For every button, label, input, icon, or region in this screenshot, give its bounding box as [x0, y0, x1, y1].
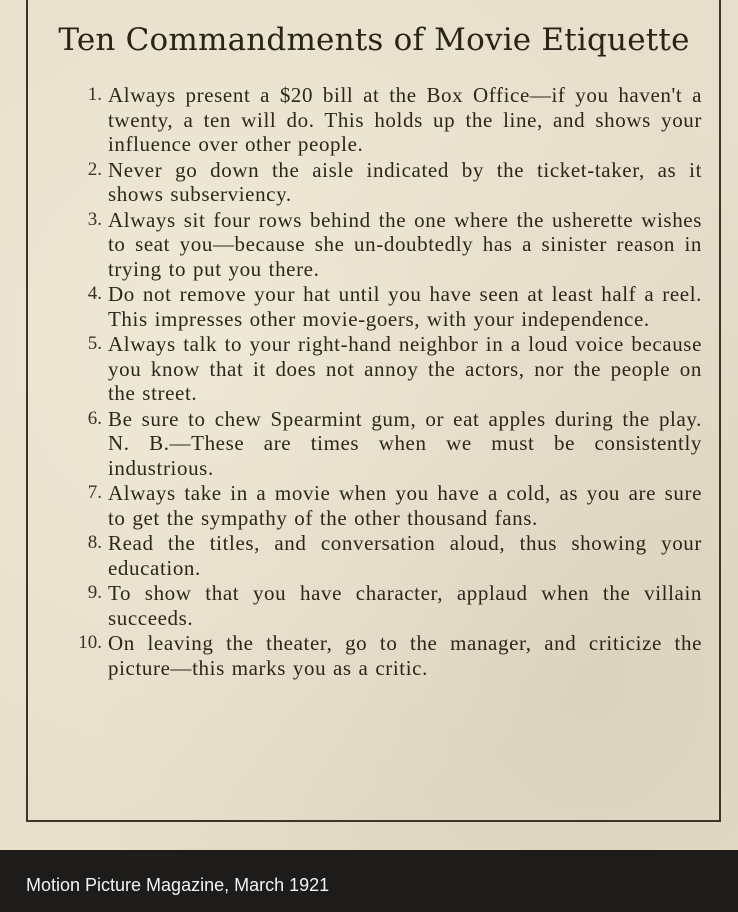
list-item: [52, 83, 702, 157]
list-item: [52, 581, 702, 630]
border-line-right: [719, 0, 721, 822]
list-item: [52, 531, 702, 580]
list-item: [52, 158, 702, 207]
commandments-list: [52, 83, 702, 681]
item-text: Never go down the aisle indicated by the ticket-taker, as it shows subserviency.: [108, 157, 702, 206]
list-item: [52, 631, 702, 680]
list-item: [52, 282, 702, 331]
item-text: Always talk to your right-hand neighbor in a loud voice because you know that it does not annoy the actors, nor the people on the street.: [108, 332, 702, 405]
item-number: 8.: [87, 532, 102, 553]
item-text: Read the titles, and conversation aloud, thus showing your education.: [108, 531, 702, 580]
item-number: 5.: [87, 333, 102, 354]
item-number: 10.: [78, 632, 102, 653]
item-number: 4.: [87, 283, 102, 304]
item-text: Always sit four rows behind the one where the usherette wishes to seat you—because she un-doubtedly has a sinister reason in trying to put you there.: [108, 207, 702, 281]
border-line-left: [26, 0, 28, 822]
item-number: 3.: [87, 208, 102, 230]
item-text: On leaving the theater, go to the manager, and criticize the picture—this marks you as a critic.: [108, 631, 702, 680]
item-text: Be sure to chew Spearmint gum, or eat apples during the play. N. B.—These are times when we must be consistently industrious.: [108, 406, 702, 480]
item-number: 1.: [87, 84, 102, 105]
item-number: 6.: [87, 407, 102, 429]
list-item: [52, 208, 702, 282]
list-item: [52, 481, 702, 530]
border-line-bottom: [26, 820, 721, 822]
article-title: Ten Commandments of Movie Etiquette: [58, 22, 690, 58]
item-number: 7.: [87, 482, 102, 503]
item-text: To show that you have character, applaud when the villain succeeds.: [108, 581, 702, 630]
item-text: Always take in a movie when you have a cold, as you are sure to get the sympathy of the other thousand fans.: [108, 481, 702, 530]
item-text: Do not remove your hat until you have seen at least half a reel. This impresses other movie-goers, with your independence.: [108, 282, 702, 331]
list-item: [52, 332, 702, 406]
item-text: Always present a $20 bill at the Box Office—if you haven't a twenty, a ten will do. This holds up the line, and shows your influence over other people.: [108, 83, 702, 156]
item-number: 2.: [87, 158, 102, 180]
image-caption: Motion Picture Magazine, March 1921: [26, 875, 330, 895]
list-item: [52, 407, 702, 481]
item-number: 9.: [87, 582, 102, 603]
